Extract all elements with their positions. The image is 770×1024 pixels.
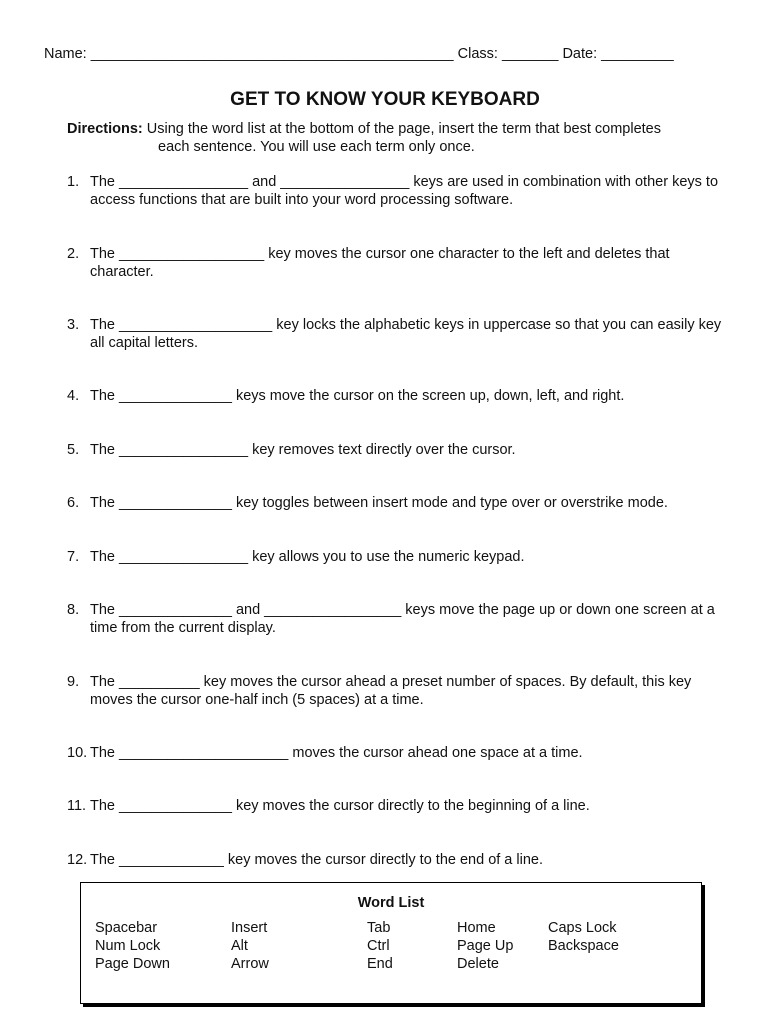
word-list-term: End	[367, 956, 393, 972]
question-number: 12.	[67, 852, 88, 868]
word-list-term: Page Up	[457, 938, 514, 954]
word-list-column	[367, 919, 393, 973]
question-item	[67, 673, 727, 709]
directions-label: Directions:	[67, 121, 143, 137]
question-number: 10.	[67, 745, 88, 761]
question-text: The ______________ and _________________ keys move the page up or down one screen at a time from the current display.	[90, 602, 715, 636]
question-text: The ________________ key removes text directly over the cursor.	[90, 442, 516, 458]
question-number: 9.	[67, 674, 80, 690]
page-title: GET TO KNOW YOUR KEYBOARD	[230, 89, 540, 110]
word-list-term: Arrow	[231, 956, 269, 972]
question-text: The __________________ key moves the cursor one character to the left and deletes that character.	[90, 246, 670, 280]
question-item	[67, 387, 727, 405]
word-list-column	[231, 919, 269, 973]
question-text: The ______________ keys move the cursor on the screen up, down, left, and right.	[90, 388, 625, 404]
question-number: 8.	[67, 602, 80, 618]
question-item	[67, 797, 727, 815]
question-number: 11.	[67, 798, 87, 814]
header-name-class-date: Name: _____________________________________________ Class: _______ Date: _________	[44, 46, 674, 62]
question-item	[67, 173, 727, 209]
question-text: The _____________________ moves the cursor ahead one space at a time.	[90, 745, 583, 761]
word-list-title: Word List	[357, 895, 425, 911]
question-text: The ______________ key moves the cursor directly to the beginning of a line.	[90, 798, 590, 814]
word-list-box	[80, 882, 702, 1004]
question-number: 2.	[67, 246, 80, 262]
question-item	[67, 316, 727, 352]
question-text: The ______________ key toggles between insert mode and type over or overstrike mode.	[90, 495, 668, 511]
question-number: 3.	[67, 317, 80, 333]
question-item	[67, 548, 727, 566]
directions	[67, 120, 727, 156]
word-list-term: Caps Lock	[548, 920, 617, 936]
question-item	[67, 601, 727, 637]
word-list-term: Home	[457, 920, 496, 936]
question-text: The _____________ key moves the cursor directly to the end of a line.	[90, 852, 544, 868]
question-item	[67, 851, 727, 869]
question-text: The __________ key moves the cursor ahead a preset number of spaces. By default, this key moves the cursor one-half inch (5 spaces) at a time.	[90, 674, 692, 708]
question-text: The ________________ and ________________ keys are used in combination with other keys to access functions that are built into your word processing software.	[90, 174, 719, 208]
question-item	[67, 245, 727, 281]
word-list-term: Ctrl	[367, 938, 390, 954]
question-text: The ________________ key allows you to use the numeric keypad.	[90, 549, 525, 565]
word-list-column	[457, 919, 513, 973]
question-number: 7.	[67, 549, 80, 565]
word-list-term: Delete	[457, 956, 499, 972]
word-list-term: Spacebar	[95, 920, 158, 936]
word-list-term: Backspace	[548, 938, 619, 954]
question-text: The ___________________ key locks the alphabetic keys in uppercase so that you can easily key all capital letters.	[90, 317, 722, 351]
word-list-term: Page Down	[95, 956, 170, 972]
question-number: 4.	[67, 388, 80, 404]
question-item	[67, 494, 727, 512]
word-list-column	[548, 919, 619, 955]
word-list-term: Insert	[231, 920, 268, 936]
directions-text-2: each sentence. You will use each term only once.	[158, 139, 475, 155]
directions-text-1: Using the word list at the bottom of the page, insert the term that best completes	[142, 121, 661, 137]
word-list-term: Alt	[231, 938, 248, 954]
question-number: 5.	[67, 442, 80, 458]
question-item	[67, 441, 727, 459]
word-list-term: Num Lock	[95, 938, 161, 954]
question-item	[67, 744, 727, 762]
question-number: 6.	[67, 495, 80, 511]
word-list-column	[95, 919, 170, 973]
word-list-term: Tab	[367, 920, 391, 936]
question-number: 1.	[67, 174, 80, 190]
